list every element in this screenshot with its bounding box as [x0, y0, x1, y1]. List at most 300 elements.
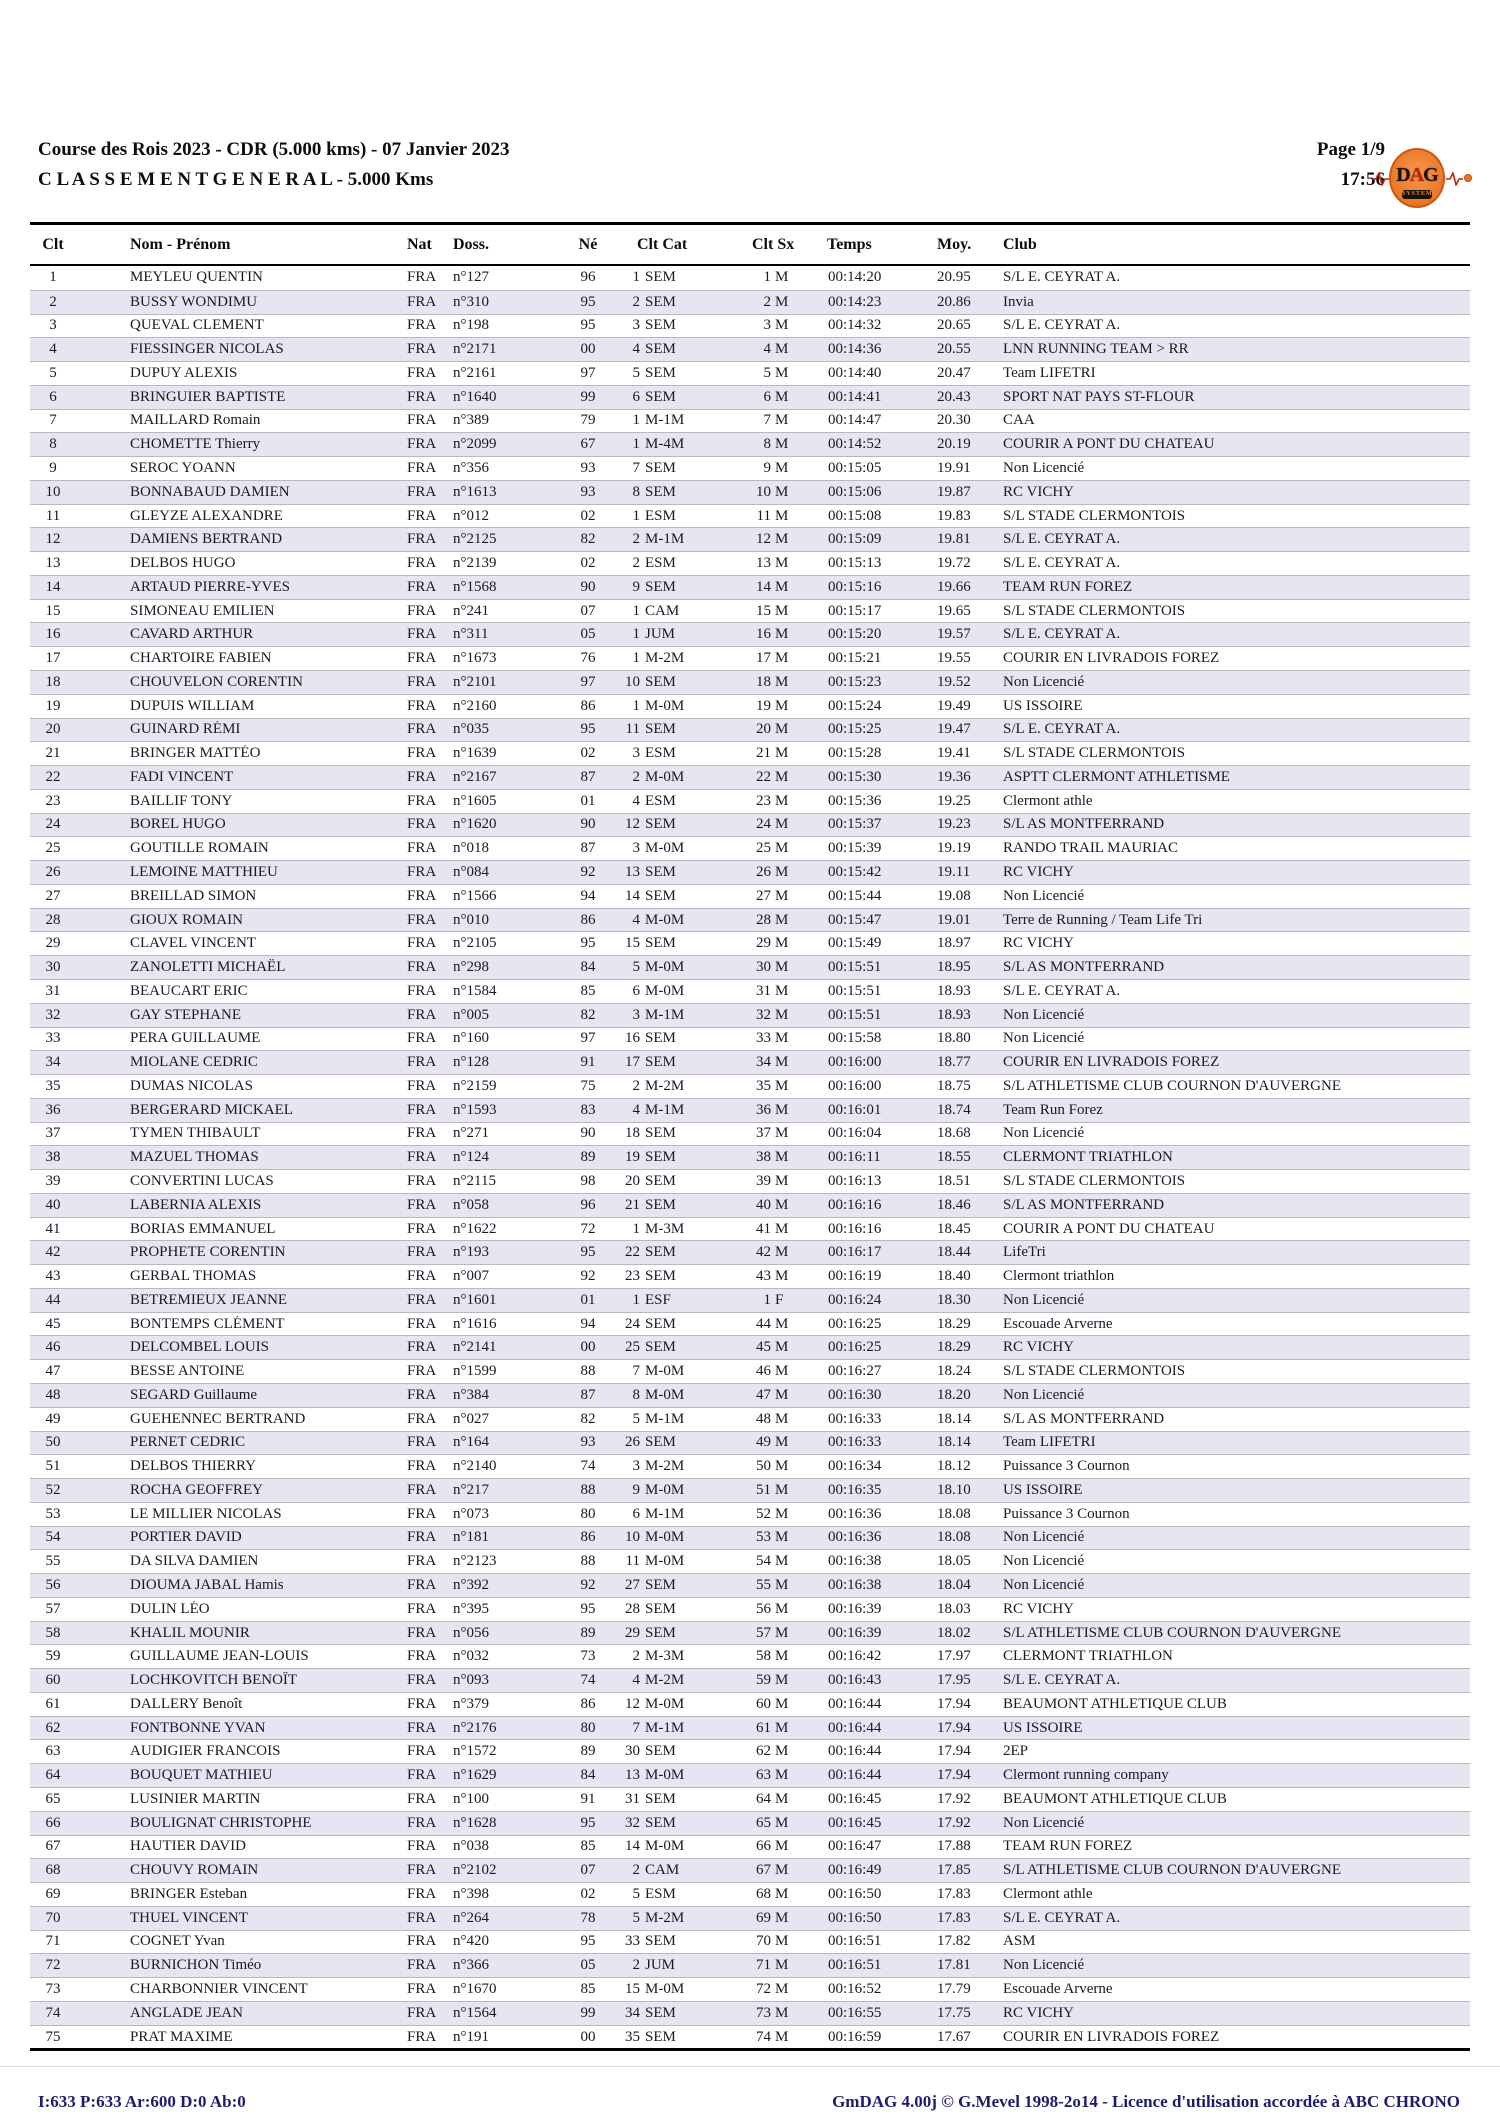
cell-name: BRINGER Esteban [130, 1885, 248, 1902]
cell-name: BESSE ANTOINE [130, 1363, 245, 1380]
cell-name: MAZUEL THOMAS [130, 1149, 259, 1166]
cell-born: 07 [580, 602, 596, 619]
cell-rank: 45 [45, 1315, 61, 1332]
table-row [30, 1240, 1470, 1264]
cell-rank: 65 [45, 1790, 61, 1807]
cell-club: COURIR EN LIVRADOIS FOREZ [1003, 2028, 1220, 2045]
table-row [30, 741, 1470, 765]
cell-name: BAILLIF TONY [130, 792, 233, 809]
cell-born: 89 [580, 1149, 596, 1166]
cell-rank: 67 [45, 1838, 61, 1855]
cell-time: 00:15:17 [828, 602, 882, 619]
cell-name: LE MILLIER NICOLAS [130, 1505, 282, 1522]
cell-bib: n°1616 [453, 1315, 497, 1332]
cell-name: BURNICHON Timéo [130, 1957, 262, 1974]
cell-name: BONNABAUD DAMIEN [130, 483, 290, 500]
cell-cat-rank: 6 SEM [632, 388, 676, 405]
cell-speed: 18.95 [937, 959, 971, 976]
cell-nat: FRA [407, 1743, 437, 1760]
cell-club: Team LIFETRI [1003, 364, 1096, 381]
cell-club: Puissance 3 Cournon [1003, 1458, 1130, 1475]
cell-cat-rank: 1 M-0M [632, 697, 685, 714]
cell-club: COURIR EN LIVRADOIS FOREZ [1003, 1054, 1220, 1071]
cell-rank: 73 [45, 1981, 61, 1997]
cell-sex-rank: 67 M [756, 1862, 789, 1879]
cell-cat-rank: 25 SEM [625, 1339, 676, 1356]
cell-cat-rank: 19 SEM [625, 1149, 676, 1166]
cell-born: 67 [580, 436, 596, 453]
cell-name: MAILLARD Romain [130, 412, 261, 429]
cell-bib: n°298 [453, 959, 489, 976]
cell-bib: n°1599 [453, 1363, 497, 1380]
cell-sex-rank: 50 M [756, 1458, 789, 1475]
cell-club: S/L E. CEYRAT A. [1003, 531, 1121, 548]
cell-rank: 27 [45, 887, 61, 904]
table-row [30, 1027, 1470, 1051]
cell-sex-rank: 73 M [756, 2004, 789, 2021]
cell-born: 88 [580, 1553, 596, 1570]
cell-time: 00:14:52 [828, 436, 882, 453]
cell-sex-rank: 6 M [763, 388, 789, 405]
cell-bib: n°1620 [453, 816, 497, 833]
cell-speed: 18.02 [937, 1624, 971, 1641]
cell-sex-rank: 27 M [756, 887, 789, 904]
cell-bib: n°056 [453, 1624, 489, 1641]
cell-bib: n°1628 [453, 1814, 497, 1831]
cell-club: RC VICHY [1003, 935, 1074, 952]
cell-speed: 19.81 [937, 531, 971, 548]
cell-sex-rank: 25 M [756, 840, 789, 857]
cell-name: FIESSINGER NICOLAS [130, 341, 284, 358]
cell-bib: n°100 [453, 1790, 489, 1807]
classification-title: C L A S S E M E N T G E N E R A L - 5.000 Kms [38, 169, 434, 190]
cell-sex-rank: 71 M [756, 1957, 789, 1974]
cell-bib: n°128 [453, 1054, 489, 1071]
cell-name: SIMONEAU EMILIEN [130, 602, 275, 619]
table-row [30, 1288, 1470, 1312]
cell-name: CLAVEL VINCENT [130, 935, 256, 952]
cell-sex-rank: 12 M [756, 531, 789, 548]
cell-bib: n°1572 [453, 1743, 497, 1760]
cell-cat-rank: 22 SEM [625, 1244, 676, 1261]
race-title: Course des Rois 2023 - CDR (5.000 kms) - 07 Janvier 2023 [38, 139, 510, 160]
cell-nat: FRA [407, 1719, 437, 1736]
cell-sex-rank: 33 M [756, 1030, 789, 1047]
table-row [30, 1335, 1470, 1359]
logo-subtext: SYSTEM [1402, 191, 1433, 197]
cell-bib: n°2159 [453, 1077, 497, 1094]
cell-born: 93 [580, 1434, 596, 1451]
cell-speed: 18.93 [937, 982, 971, 999]
cell-sex-rank: 59 M [756, 1672, 789, 1689]
cell-born: 87 [580, 768, 596, 785]
cell-bib: n°1622 [453, 1220, 497, 1237]
table-row [30, 955, 1470, 979]
cell-time: 00:15:36 [828, 792, 882, 809]
cell-cat-rank: 1 SEM [632, 269, 676, 286]
page-number: Page 1/9 [1316, 139, 1385, 160]
cell-rank: 35 [45, 1077, 61, 1094]
cell-club: Clermont triathlon [1003, 1268, 1115, 1285]
table-header-row [30, 222, 1470, 266]
cell-nat: FRA [407, 959, 437, 976]
cell-born: 72 [580, 1220, 596, 1237]
cell-rank: 61 [45, 1695, 61, 1712]
cell-bib: n°1613 [453, 483, 497, 500]
cell-club: TEAM RUN FOREZ [1003, 1838, 1133, 1855]
cell-bib: n°2161 [453, 364, 497, 381]
cell-speed: 18.55 [937, 1149, 971, 1166]
cell-rank: 70 [45, 1909, 61, 1926]
cell-nat: FRA [407, 531, 437, 548]
cell-sex-rank: 62 M [756, 1743, 789, 1760]
table-row [30, 1502, 1470, 1526]
cell-time: 00:15:28 [828, 745, 882, 762]
cell-name: DUMAS NICOLAS [130, 1077, 253, 1094]
cell-bib: n°2125 [453, 531, 497, 548]
cell-name: LABERNIA ALEXIS [130, 1196, 262, 1213]
cell-cat-rank: 4 SEM [632, 341, 676, 358]
col-header-cltcat: Clt Cat [637, 235, 688, 253]
cell-speed: 17.82 [937, 1933, 971, 1950]
cell-born: 96 [580, 269, 596, 286]
table-row [30, 1787, 1470, 1811]
cell-time: 00:15:49 [828, 935, 882, 952]
cell-sex-rank: 63 M [756, 1767, 789, 1784]
cell-nat: FRA [407, 1838, 437, 1855]
cell-bib: n°1593 [453, 1101, 497, 1118]
cell-speed: 19.55 [937, 650, 971, 667]
cell-rank: 58 [45, 1624, 61, 1641]
cell-time: 00:15:25 [828, 721, 882, 738]
cell-born: 93 [580, 483, 596, 500]
cell-speed: 18.68 [937, 1125, 971, 1142]
cell-sex-rank: 64 M [756, 1790, 789, 1807]
cell-speed: 20.95 [937, 269, 971, 286]
cell-cat-rank: 4 M-2M [632, 1672, 685, 1689]
cell-born: 95 [580, 1600, 596, 1617]
cell-rank: 43 [45, 1268, 61, 1285]
cell-speed: 20.47 [937, 364, 971, 381]
cell-club: LNN RUNNING TEAM > RR [1003, 341, 1189, 358]
cell-name: GAY STEPHANE [130, 1006, 241, 1023]
cell-time: 00:16:16 [828, 1220, 882, 1237]
cell-speed: 18.08 [937, 1505, 971, 1522]
cell-speed: 19.47 [937, 721, 971, 738]
cell-cat-rank: 5 SEM [632, 364, 676, 381]
cell-nat: FRA [407, 1339, 437, 1356]
cell-born: 87 [580, 1386, 596, 1403]
cell-time: 00:16:25 [828, 1339, 882, 1356]
cell-rank: 32 [45, 1006, 61, 1023]
cell-nat: FRA [407, 1030, 437, 1047]
cell-time: 00:15:58 [828, 1030, 882, 1047]
cell-rank: 6 [49, 388, 57, 405]
table-row [30, 1478, 1470, 1502]
cell-club: US ISSOIRE [1003, 697, 1083, 714]
table-row [30, 314, 1470, 338]
cell-name: PRAT MAXIME [130, 2028, 233, 2045]
cell-rank: 50 [45, 1434, 61, 1451]
cell-nat: FRA [407, 460, 437, 476]
cell-born: 78 [580, 1909, 596, 1926]
cell-time: 00:16:17 [828, 1244, 882, 1261]
cell-rank: 53 [45, 1505, 61, 1522]
cell-born: 84 [580, 959, 596, 976]
cell-sex-rank: 66 M [756, 1838, 789, 1855]
cell-speed: 19.25 [937, 792, 971, 809]
table-row [30, 1906, 1470, 1930]
cell-time: 00:15:21 [828, 650, 882, 667]
cell-born: 97 [580, 1030, 596, 1047]
cell-nat: FRA [407, 1933, 437, 1950]
cell-cat-rank: 17 SEM [625, 1054, 676, 1071]
table-row [30, 2001, 1470, 2025]
cell-club: S/L STADE CLERMONTOIS [1003, 1172, 1186, 1189]
cell-name: BOREL HUGO [130, 816, 226, 833]
table-row [30, 1668, 1470, 1692]
cell-born: 91 [580, 1054, 596, 1071]
cell-born: 88 [580, 1481, 596, 1498]
cell-cat-rank: 5 M-2M [632, 1909, 685, 1926]
cell-speed: 19.01 [937, 911, 971, 928]
cell-club: Invia [1003, 293, 1034, 310]
cell-sex-rank: 5 M [763, 364, 789, 381]
table-row [30, 1454, 1470, 1478]
cell-time: 00:16:35 [828, 1481, 882, 1498]
cell-time: 00:16:39 [828, 1600, 882, 1617]
cell-nat: FRA [407, 1885, 437, 1902]
cell-club: Non Licencié [1003, 1553, 1085, 1570]
cell-sex-rank: 44 M [756, 1315, 789, 1332]
page-info [1180, 135, 1385, 195]
cell-sex-rank: 7 M [763, 412, 789, 429]
cell-rank: 4 [49, 341, 57, 358]
cell-rank: 22 [45, 768, 61, 785]
cell-born: 92 [580, 1268, 596, 1285]
cell-cat-rank: 3 M-2M [632, 1458, 685, 1475]
cell-bib: n°127 [453, 269, 489, 286]
cell-time: 00:16:43 [828, 1672, 882, 1689]
cell-nat: FRA [407, 1458, 437, 1475]
cell-rank: 62 [45, 1719, 61, 1736]
cell-rank: 60 [45, 1672, 61, 1689]
cell-sex-rank: 17 M [756, 650, 789, 667]
cell-cat-rank: 3 ESM [632, 745, 676, 762]
table-row [30, 1621, 1470, 1645]
cell-rank: 37 [45, 1125, 61, 1142]
cell-rank: 46 [45, 1339, 61, 1356]
cell-club: Non Licencié [1003, 1030, 1085, 1047]
cell-time: 00:16:01 [828, 1101, 882, 1118]
cell-name: CHOUVY ROMAIN [130, 1862, 259, 1879]
cell-club: S/L STADE CLERMONTOIS [1003, 507, 1186, 524]
cell-born: 93 [580, 460, 596, 476]
cell-speed: 17.94 [937, 1767, 971, 1784]
cell-nat: FRA [407, 1172, 437, 1189]
cell-nat: FRA [407, 1862, 437, 1879]
cell-nat: FRA [407, 507, 437, 524]
cell-sex-rank: 65 M [756, 1814, 789, 1831]
cell-speed: 18.44 [937, 1244, 971, 1261]
cell-born: 74 [580, 1458, 596, 1475]
cell-cat-rank: 21 SEM [625, 1196, 676, 1213]
cell-sex-rank: 61 M [756, 1719, 789, 1736]
table-row [30, 527, 1470, 551]
cell-name: CHOMETTE Thierry [130, 436, 261, 453]
cell-club: Non Licencié [1003, 1125, 1085, 1142]
cell-time: 00:16:44 [828, 1743, 882, 1760]
cell-born: 85 [580, 982, 596, 999]
table-row [30, 1074, 1470, 1098]
cell-rank: 64 [45, 1767, 61, 1784]
table-row [30, 646, 1470, 670]
table-row [30, 1431, 1470, 1455]
cell-sex-rank: 2 M [763, 293, 789, 310]
cell-sex-rank: 46 M [756, 1363, 789, 1380]
table-row [30, 361, 1470, 385]
cell-born: 02 [580, 1885, 596, 1902]
cell-cat-rank: 7 SEM [632, 460, 676, 476]
cell-club: Terre de Running / Team Life Tri [1003, 911, 1203, 928]
cell-cat-rank: 31 SEM [625, 1790, 676, 1807]
cell-club: COURIR EN LIVRADOIS FOREZ [1003, 650, 1220, 667]
cell-born: 87 [580, 840, 596, 857]
cell-cat-rank: 28 SEM [625, 1600, 676, 1617]
cell-rank: 20 [45, 721, 61, 738]
cell-name: PERA GUILLAUME [130, 1030, 261, 1047]
table-row [30, 504, 1470, 528]
cell-sex-rank: 40 M [756, 1196, 789, 1213]
cell-rank: 24 [45, 816, 61, 833]
cell-club: S/L E. CEYRAT A. [1003, 982, 1121, 999]
cell-rank: 44 [45, 1291, 61, 1308]
cell-sex-rank: 28 M [756, 911, 789, 928]
cell-club: S/L AS MONTFERRAND [1003, 1410, 1165, 1427]
cell-bib: n°1566 [453, 887, 497, 904]
cell-born: 95 [580, 1814, 596, 1831]
cell-bib: n°084 [453, 864, 489, 881]
results-body [30, 266, 1470, 2051]
table-row [30, 1953, 1470, 1977]
cell-time: 00:16:51 [828, 1957, 882, 1974]
table-row [30, 1930, 1470, 1954]
cell-sex-rank: 69 M [756, 1909, 789, 1926]
cell-speed: 19.19 [937, 840, 971, 857]
cell-name: MEYLEU QUENTIN [130, 269, 263, 286]
table-row [30, 385, 1470, 409]
cell-speed: 18.30 [937, 1291, 971, 1308]
cell-bib: n°1564 [453, 2004, 497, 2021]
cell-sex-rank: 13 M [756, 555, 789, 572]
cell-sex-rank: 51 M [756, 1481, 789, 1498]
cell-time: 00:15:09 [828, 531, 882, 548]
cell-rank: 5 [49, 364, 57, 381]
cell-speed: 17.83 [937, 1885, 971, 1902]
cell-time: 00:16:44 [828, 1719, 882, 1736]
cell-club: ASM [1003, 1933, 1036, 1950]
cell-cat-rank: 11 M-0M [625, 1553, 685, 1570]
cell-rank: 11 [45, 507, 61, 524]
cell-club: RANDO TRAIL MAURIAC [1003, 840, 1179, 857]
cell-club: S/L E. CEYRAT A. [1003, 1909, 1121, 1926]
cell-nat: FRA [407, 388, 437, 405]
cell-rank: 3 [49, 317, 57, 334]
cell-speed: 17.83 [937, 1909, 971, 1926]
cell-sex-rank: 54 M [756, 1553, 789, 1570]
cell-nat: FRA [407, 1648, 437, 1665]
cell-cat-rank: 5 M-0M [632, 959, 685, 976]
page-title [38, 135, 509, 195]
cell-speed: 18.14 [937, 1434, 971, 1451]
cell-name: DELCOMBEL LOUIS [130, 1339, 270, 1356]
cell-bib: n°379 [453, 1695, 489, 1712]
cell-name: ANGLADE JEAN [130, 2004, 243, 2021]
cell-nat: FRA [407, 1196, 437, 1213]
cell-bib: n°032 [453, 1648, 489, 1665]
cell-rank: 26 [45, 864, 61, 881]
cell-time: 00:16:33 [828, 1434, 882, 1451]
cell-nat: FRA [407, 1909, 437, 1926]
cell-cat-rank: 6 M-1M [632, 1505, 685, 1522]
cell-nat: FRA [407, 2004, 437, 2021]
table-row [30, 1811, 1470, 1835]
cell-name: PERNET CEDRIC [130, 1434, 246, 1451]
cell-cat-rank: 33 SEM [625, 1933, 676, 1950]
cell-bib: n°2141 [453, 1339, 497, 1356]
cell-cat-rank: 4 M-0M [632, 911, 685, 928]
cell-club: S/L E. CEYRAT A. [1003, 626, 1121, 643]
cell-nat: FRA [407, 792, 437, 809]
cell-sex-rank: 11 M [756, 507, 789, 524]
cell-name: GLEYZE ALEXANDRE [130, 507, 283, 524]
cell-sex-rank: 42 M [756, 1244, 789, 1261]
cell-club: Clermont running company [1003, 1767, 1169, 1784]
table-row [30, 1716, 1470, 1740]
cell-time: 00:15:37 [828, 816, 882, 833]
cell-nat: FRA [407, 1672, 437, 1689]
table-row [30, 1122, 1470, 1146]
cell-bib: n°356 [453, 460, 489, 476]
cell-nat: FRA [407, 1268, 437, 1285]
cell-club: S/L AS MONTFERRAND [1003, 1196, 1165, 1213]
cell-born: 95 [580, 721, 596, 738]
cell-nat: FRA [407, 1481, 437, 1498]
cell-nat: FRA [407, 1006, 437, 1023]
table-row [30, 860, 1470, 884]
cell-speed: 17.88 [937, 1838, 971, 1855]
cell-nat: FRA [407, 1529, 437, 1546]
cell-born: 97 [580, 364, 596, 381]
table-row [30, 931, 1470, 955]
cell-speed: 18.20 [937, 1386, 971, 1403]
cell-born: 95 [580, 293, 596, 310]
cell-rank: 68 [45, 1862, 61, 1879]
cell-born: 83 [580, 1101, 596, 1118]
cell-rank: 71 [45, 1933, 61, 1950]
cell-nat: FRA [407, 1814, 437, 1831]
cell-club: RC VICHY [1003, 1600, 1074, 1617]
cell-time: 00:16:45 [828, 1790, 882, 1807]
table-row [30, 1145, 1470, 1169]
cell-name: AUDIGIER FRANCOIS [130, 1743, 281, 1760]
cell-bib: n°012 [453, 507, 489, 524]
cell-rank: 66 [45, 1814, 61, 1831]
cell-speed: 17.75 [937, 2004, 971, 2021]
cell-nat: FRA [407, 745, 437, 762]
cell-born: 73 [580, 1648, 596, 1665]
cell-bib: n°2140 [453, 1458, 497, 1475]
